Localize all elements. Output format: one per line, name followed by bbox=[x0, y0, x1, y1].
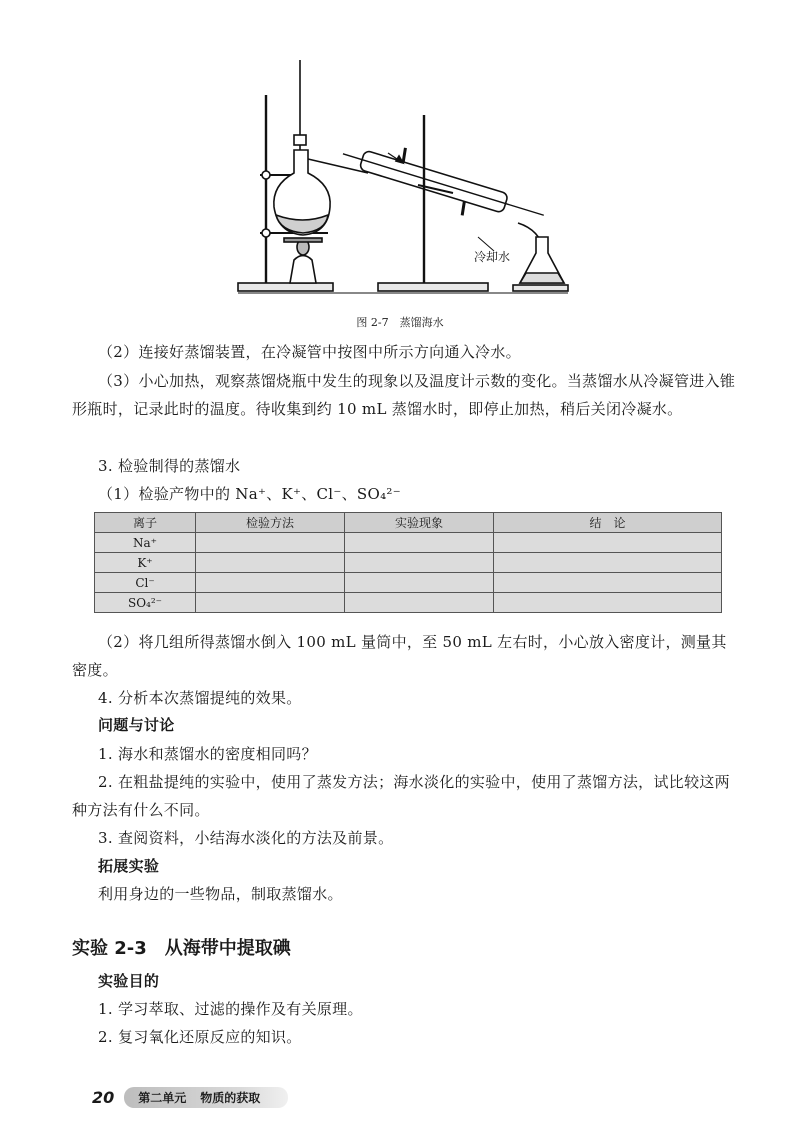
table-header-cell: 结 论 bbox=[494, 513, 722, 533]
ion-test-table bbox=[94, 512, 722, 613]
unit-label: 第二单元 bbox=[138, 1091, 187, 1105]
table-cell bbox=[494, 553, 722, 573]
table-cell bbox=[345, 593, 494, 613]
section-3-1-text: （1）检验产物中的 Na⁺、K⁺、Cl⁻、SO₄²⁻ bbox=[98, 485, 401, 503]
table-cell bbox=[494, 573, 722, 593]
table-header-row bbox=[95, 513, 722, 533]
experiment-title: 实验 2-3 从海带中提取碘 bbox=[72, 938, 291, 959]
page-footer bbox=[92, 1087, 288, 1108]
table-cell bbox=[196, 533, 345, 553]
ion-cell: K⁺ bbox=[95, 553, 196, 573]
step-2-paragraph: （2）连接好蒸馏装置，在冷凝管中按图中所示方向通入冷水。 bbox=[98, 343, 521, 361]
distillation-apparatus-diagram bbox=[228, 55, 578, 305]
table-header-cell: 实验现象 bbox=[345, 513, 494, 533]
question-3: 3. 查阅资料，小结海水淡化的方法及前景。 bbox=[98, 829, 394, 847]
table-header-cell: 检验方法 bbox=[196, 513, 345, 533]
unit-banner bbox=[124, 1087, 288, 1108]
table-cell bbox=[345, 553, 494, 573]
section-3-2-text: （2）将几组所得蒸馏水倒入 100 mL 量筒中，至 50 mL 左右时，小心放入密度计，测量其密度。 bbox=[72, 633, 727, 679]
step-3-paragraph: （3）小心加热，观察蒸馏烧瓶中发生的现象以及温度计示数的变化。当蒸馏水从冷凝管进入锥形瓶时，记录此时的温度。待收集到约 10 mL 蒸馏水时，即停止加热，稍后关闭冷凝水。 bbox=[72, 372, 736, 418]
table-row bbox=[95, 573, 722, 593]
cooling-water-label: 冷却水 bbox=[474, 250, 511, 264]
distillation-apparatus-figure bbox=[228, 55, 578, 305]
discussion-heading: 问题与讨论 bbox=[98, 716, 175, 734]
question-1: 1. 海水和蒸馏水的密度相同吗？ bbox=[98, 745, 317, 763]
table-row bbox=[95, 553, 722, 573]
table-header-cell: 离子 bbox=[95, 513, 196, 533]
section-3-heading: 3. 检验制得的蒸馏水 bbox=[98, 457, 241, 475]
stand-base-left bbox=[238, 283, 333, 291]
question-2: 2. 在粗盐提纯的实验中，使用了蒸发方法；海水淡化的实验中，使用了蒸馏方法，试比较这两种方法有什么不同。 bbox=[72, 773, 730, 819]
table-cell bbox=[345, 573, 494, 593]
table-cell bbox=[196, 593, 345, 613]
purpose-item-2: 2. 复习氧化还原反应的知识。 bbox=[98, 1028, 302, 1046]
purpose-heading: 实验目的 bbox=[98, 972, 160, 990]
table-cell bbox=[196, 573, 345, 593]
page-number: 20 bbox=[92, 1088, 115, 1107]
stand-base-middle bbox=[378, 283, 488, 291]
table-row bbox=[95, 533, 722, 553]
ion-cell: Na⁺ bbox=[95, 533, 196, 553]
table-cell bbox=[494, 593, 722, 613]
ion-cell: Cl⁻ bbox=[95, 573, 196, 593]
table-cell bbox=[196, 553, 345, 573]
table-cell bbox=[494, 533, 722, 553]
unit-title: 物质的获取 bbox=[200, 1091, 261, 1105]
section-4-text: 4. 分析本次蒸馏提纯的效果。 bbox=[98, 689, 302, 707]
stand-base-right bbox=[513, 285, 568, 291]
figure-caption: 图 2-7 蒸馏海水 bbox=[356, 316, 444, 329]
extension-heading: 拓展实验 bbox=[98, 857, 160, 875]
alcohol-lamp bbox=[290, 256, 316, 284]
table-cell bbox=[345, 533, 494, 553]
extension-text: 利用身边的一些物品，制取蒸馏水。 bbox=[98, 885, 343, 903]
ion-cell: SO₄²⁻ bbox=[95, 593, 196, 613]
table-row bbox=[95, 593, 722, 613]
purpose-item-1: 1. 学习萃取、过滤的操作及有关原理。 bbox=[98, 1000, 363, 1018]
